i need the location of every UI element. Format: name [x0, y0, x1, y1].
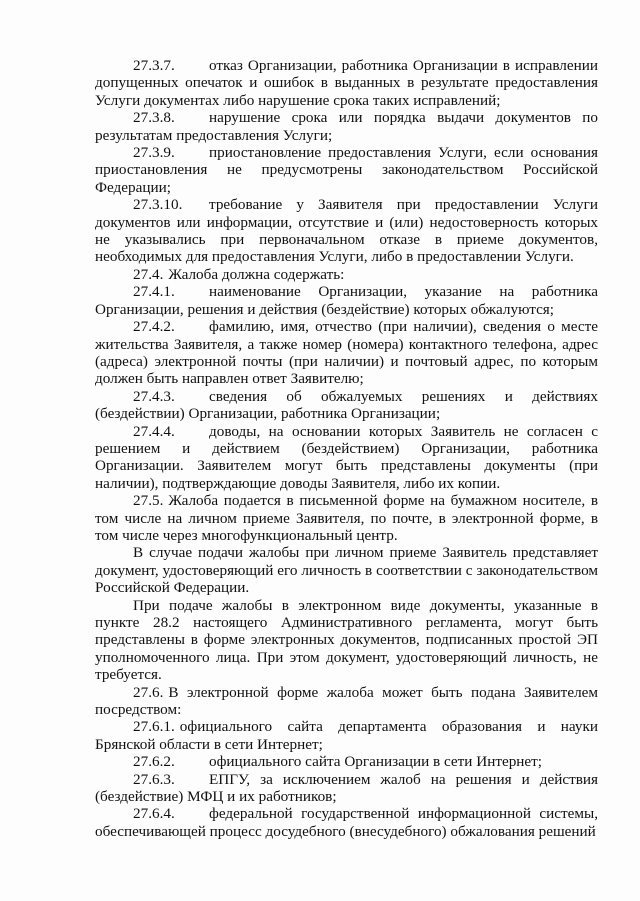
paragraph-number: 27.5. [133, 492, 164, 510]
paragraph-text: нарушение срока или порядка выдачи документов по результатам предоставления Услуги; [95, 109, 598, 144]
paragraph-number: 27.3.9. [133, 144, 175, 162]
paragraph-27-6-2 [95, 753, 598, 770]
paragraph-number: 27.3.7. [133, 57, 175, 74]
paragraph-text: Жалоба подается в письменной форме на бумажном носителе, в том числе на личном приеме Заявителя, по почте, в электронной форме, в том числе через многофункциональный центр. [95, 492, 598, 544]
paragraph-27-4 [95, 266, 598, 283]
paragraph-personal-reception [95, 544, 598, 596]
paragraph-number: 27.4.2. [133, 318, 175, 336]
paragraph-text: фамилию, имя, отчество (при наличии), сведения о месте жительства Заявителя, а также номер (номера) контактного телефона, адрес (адреса) электронной почты (при наличии) и почтовый адрес, по которым должен быть направлен ответ Заявителю; [95, 318, 598, 388]
paragraph-number: 27.4.3. [133, 387, 175, 405]
paragraph-number: 27.3.10. [133, 196, 183, 214]
paragraph-text: Жалоба должна содержать: [168, 265, 345, 283]
paragraph-27-6-1 [95, 718, 598, 753]
paragraph-number: 27.3.8. [133, 109, 175, 127]
paragraph-text: В случае подачи жалобы при личном приеме Заявитель представляет документ, удостоверяющий его личность в соответствии с законодательством Российской Федерации. [95, 544, 598, 597]
paragraph-27-4-3 [95, 388, 598, 423]
paragraph-number: 27.6.4. [133, 805, 175, 823]
paragraph-text: В электронной форме жалоба может быть подана Заявителем посредством: [95, 683, 598, 719]
paragraph-number: 27.4.4. [133, 422, 175, 440]
paragraph-27-3-9 [95, 144, 598, 196]
paragraph-27-3-7 [95, 57, 598, 109]
paragraph-text: При подаче жалобы в электронном виде документы, указанные в пункте 28.2 настоящего Административного регламента, могут быть представлены в форме электронных документов, подписанных простой ЭП уполномоченного лица. При этом документ, удостоверяющий личность, не требуется. [95, 596, 598, 684]
paragraph-text: отказ Организации, работника Организации в исправлении допущенных опечаток и ошибок в выданных в результате предоставления Услуги документах либо нарушение срока таких исправлений; [95, 57, 598, 109]
paragraph-number: 27.6.3. [133, 770, 175, 788]
paragraph-27-4-2 [95, 318, 598, 388]
paragraph-text: официального сайта Организации в сети Интернет; [209, 753, 543, 771]
paragraph-text: приостановление предоставления Услуги, если основания приостановления не предусмотрены законодательством Российской Федерации; [95, 144, 598, 196]
paragraph-text: доводы, на основании которых Заявитель не согласен с решением и действием (бездействием) Организации, работника Организации. Заявителем могут быть представлены документы (при наличии), подтверждающие доводы Заявителя, либо их копии. [95, 422, 598, 492]
paragraph-27-5 [95, 492, 598, 544]
paragraph-text: ЕПГУ, за исключением жалоб на решения и действия (бездействие) МФЦ и их работников; [95, 770, 598, 806]
paragraph-27-3-8 [95, 109, 598, 144]
paragraph-27-3-10 [95, 196, 598, 266]
paragraph-27-6-3 [95, 771, 598, 806]
paragraph-27-4-1 [95, 283, 598, 318]
paragraph-number: 27.4. [133, 265, 164, 283]
paragraph-number: 27.6. [133, 683, 164, 701]
paragraph-27-6 [95, 684, 598, 719]
paragraph-text: федеральной государственной информационной системы, обеспечивающей процесс досудебного (внесудебного) обжалования решений [95, 805, 598, 840]
paragraph-text: официального сайта департамента образования и науки Брянской области в сети Интернет; [95, 718, 598, 753]
paragraph-text: сведения об обжалуемых решениях и действиях (бездействии) Организации, работника Организации; [95, 387, 598, 423]
paragraph-electronic-submission [95, 597, 598, 684]
paragraph-number: 27.4.1. [133, 283, 175, 301]
paragraph-text: требование у Заявителя при предоставлении Услуги документов или информации, отсутствие и (или) недостоверность которых не указывались при первоначальном отказе в приеме документов, необходимых для предоставления Услуги, либо в предоставлении Услуги. [95, 196, 598, 266]
paragraph-number: 27.6.1. [133, 718, 175, 736]
paragraph-27-4-4 [95, 423, 598, 493]
paragraph-number: 27.6.2. [133, 753, 175, 771]
paragraph-text: наименование Организации, указание на работника Организации, решения и действия (бездействие) которых обжалуются; [95, 283, 598, 318]
paragraph-27-6-4 [95, 805, 598, 840]
